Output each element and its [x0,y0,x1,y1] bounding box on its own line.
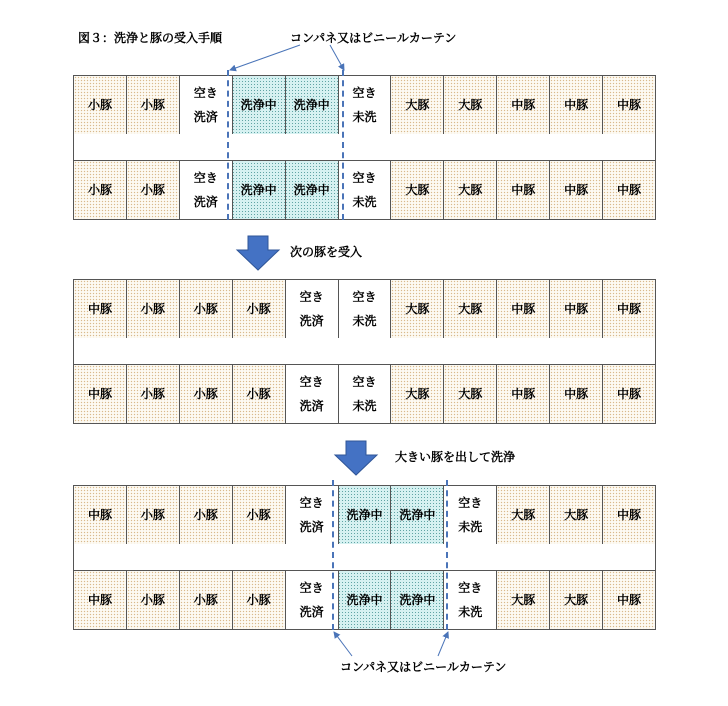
pen-status: 小豚 [140,98,165,112]
pen-status: 中豚 [564,183,589,197]
pen-cell-empty [286,280,339,338]
stage1-pen-row-a [73,75,656,135]
pen-status: 小豚 [87,98,112,112]
pen-cell [180,280,233,338]
callout-arrow-left [230,45,300,70]
pen-cell [444,161,497,219]
pen-cell [550,571,603,629]
pen-cell-washing [286,76,339,134]
stage3-pen-row-a [73,485,656,545]
pen-status: 大豚 [458,387,483,401]
pen-cell-washing [391,486,444,544]
pen-cell [444,76,497,134]
pen-status: 空き [352,290,377,304]
pen-cell [550,365,603,423]
pen-cell [180,365,233,423]
pen-cell [550,486,603,544]
pen-cell-empty [339,280,392,338]
pen-cell [550,280,603,338]
pen-status: 小豚 [140,593,165,607]
pen-status: 空き [299,290,324,304]
pen-status: 洗浄中 [346,508,383,522]
pen-status: 中豚 [617,508,642,522]
pen-status: 中豚 [564,98,589,112]
pen-status: 空き [299,375,324,389]
pen-status: 小豚 [140,387,165,401]
step-label-receive: 次の豚を受入 [290,245,363,259]
pen-status: 大豚 [511,508,536,522]
stage3-pen-row-b [73,570,656,630]
pen-cell [391,280,444,338]
pen-status: 大豚 [458,98,483,112]
pen-cell [603,280,655,338]
pen-status: 中豚 [87,593,112,607]
pen-status: 小豚 [193,508,218,522]
down-arrow-icon [237,236,279,270]
pen-status: 空き [299,496,324,510]
pen-status: 洗浄中 [240,183,277,197]
pen-status: 小豚 [246,508,271,522]
pen-status: 空き [458,496,483,510]
pen-status: 洗浄中 [346,593,383,607]
pen-cell-empty [286,571,339,629]
curtain-divider-right [446,480,448,630]
pen-cell [74,76,127,134]
down-arrow-icon [335,441,377,475]
pen-status: 空き [299,581,324,595]
pen-cell [180,571,233,629]
pen-status: 中豚 [617,302,642,316]
pen-cell [603,486,655,544]
pen-cell-empty [286,365,339,423]
curtain-label-bottom: コンパネ又はビニールカーテン [340,660,507,674]
pen-status: 小豚 [193,593,218,607]
aisle-gap [73,134,656,161]
pen-status-sub: 未洗 [458,520,483,534]
pen-cell-empty [286,486,339,544]
pen-status-sub: 洗済 [299,314,324,328]
pen-cell [127,76,180,134]
pen-cell [444,280,497,338]
pen-status: 中豚 [617,98,642,112]
pen-cell [233,365,286,423]
pen-status: 洗浄中 [240,98,277,112]
pen-status: 洗浄中 [399,508,436,522]
pen-status: 中豚 [87,508,112,522]
pen-cell [127,280,180,338]
pen-cell-washing [391,571,444,629]
pen-cell-empty [444,486,497,544]
pen-status: 中豚 [87,387,112,401]
callout-arrow-right [438,632,448,656]
pen-status: 空き [352,171,377,185]
pen-status: 中豚 [87,302,112,316]
pen-cell [603,161,655,219]
aisle-gap [73,338,656,365]
pen-status: 空き [193,171,218,185]
aisle-gap [73,544,656,571]
pen-status-sub: 洗済 [193,110,218,124]
pen-status-sub: 洗済 [299,520,324,534]
pen-status: 大豚 [564,508,589,522]
pen-status-sub: 未洗 [352,399,377,413]
pen-cell [497,571,550,629]
pen-cell [603,365,655,423]
pen-status: 中豚 [564,387,589,401]
pen-cell-empty [339,365,392,423]
pen-cell [497,76,550,134]
pen-status: 中豚 [617,593,642,607]
pen-cell-washing [339,571,392,629]
pen-status: 中豚 [617,183,642,197]
pen-status: 大豚 [405,98,430,112]
pen-status: 空き [458,581,483,595]
pen-status-sub: 未洗 [352,195,377,209]
pen-status-sub: 洗済 [299,605,324,619]
pen-status-sub: 未洗 [458,605,483,619]
curtain-divider-left [227,70,229,220]
step-label-ship-and-wash: 大きい豚を出して洗浄 [395,450,516,464]
pen-cell [444,365,497,423]
pen-status-sub: 洗済 [299,399,324,413]
pen-cell-washing [233,161,286,219]
pen-status: 洗浄中 [293,183,330,197]
pen-cell [127,161,180,219]
pen-status: 小豚 [193,302,218,316]
pen-cell-empty [444,571,497,629]
pen-status: 大豚 [405,302,430,316]
pen-status: 中豚 [511,183,536,197]
pen-status: 小豚 [193,387,218,401]
pen-status: 中豚 [617,387,642,401]
pen-cell-washing [233,76,286,134]
pen-cell [391,365,444,423]
figure-title: 図３：洗浄と豚の受入手順 [78,31,223,45]
pen-status: 小豚 [246,302,271,316]
pen-status: 洗浄中 [293,98,330,112]
stage2-pen-row-a [73,279,656,339]
pen-status: 小豚 [87,183,112,197]
pen-cell [603,571,655,629]
pen-cell [233,486,286,544]
pen-cell [127,365,180,423]
pen-status: 中豚 [511,387,536,401]
pen-cell [391,76,444,134]
pen-cell-washing [339,486,392,544]
pen-status: 中豚 [511,98,536,112]
pen-cell [74,571,127,629]
pen-cell [74,365,127,423]
pen-status: 洗浄中 [399,593,436,607]
curtain-label-top: コンパネ又はビニールカーテン [290,31,457,45]
pen-status: 大豚 [511,593,536,607]
pen-cell [603,76,655,134]
pen-status: 中豚 [511,302,536,316]
pen-status: 中豚 [564,302,589,316]
pen-status: 空き [352,86,377,100]
pen-status: 小豚 [246,593,271,607]
pen-cell [74,486,127,544]
pen-cell-empty [180,76,233,134]
pen-cell-empty [180,161,233,219]
pen-cell-empty [339,76,392,134]
stage2-pen-row-b [73,364,656,424]
pen-cell-empty [339,161,392,219]
pen-status: 小豚 [140,183,165,197]
pen-cell [550,161,603,219]
pen-status: 大豚 [458,302,483,316]
pen-status: 小豚 [246,387,271,401]
pen-status-sub: 洗済 [193,195,218,209]
curtain-divider-left [332,480,334,630]
curtain-divider-right [342,70,344,220]
pen-cell [74,161,127,219]
pen-cell [127,571,180,629]
pen-cell [233,571,286,629]
pen-status: 大豚 [405,387,430,401]
pen-cell [391,161,444,219]
pen-cell [497,365,550,423]
pen-status: 大豚 [405,183,430,197]
pen-status: 小豚 [140,302,165,316]
pen-status: 空き [193,86,218,100]
pen-cell [550,76,603,134]
pen-cell [127,486,180,544]
pen-status: 空き [352,375,377,389]
pen-cell [74,280,127,338]
pen-cell-washing [286,161,339,219]
pen-status: 小豚 [140,508,165,522]
pen-status: 大豚 [564,593,589,607]
callout-arrow-right [330,45,344,70]
stage1-pen-row-b [73,160,656,220]
pen-cell [497,161,550,219]
pen-status-sub: 未洗 [352,314,377,328]
pen-cell [233,280,286,338]
pen-cell [497,486,550,544]
pen-cell [497,280,550,338]
callout-arrow-left [334,632,352,656]
pen-status-sub: 未洗 [352,110,377,124]
pen-status: 大豚 [458,183,483,197]
pen-cell [180,486,233,544]
